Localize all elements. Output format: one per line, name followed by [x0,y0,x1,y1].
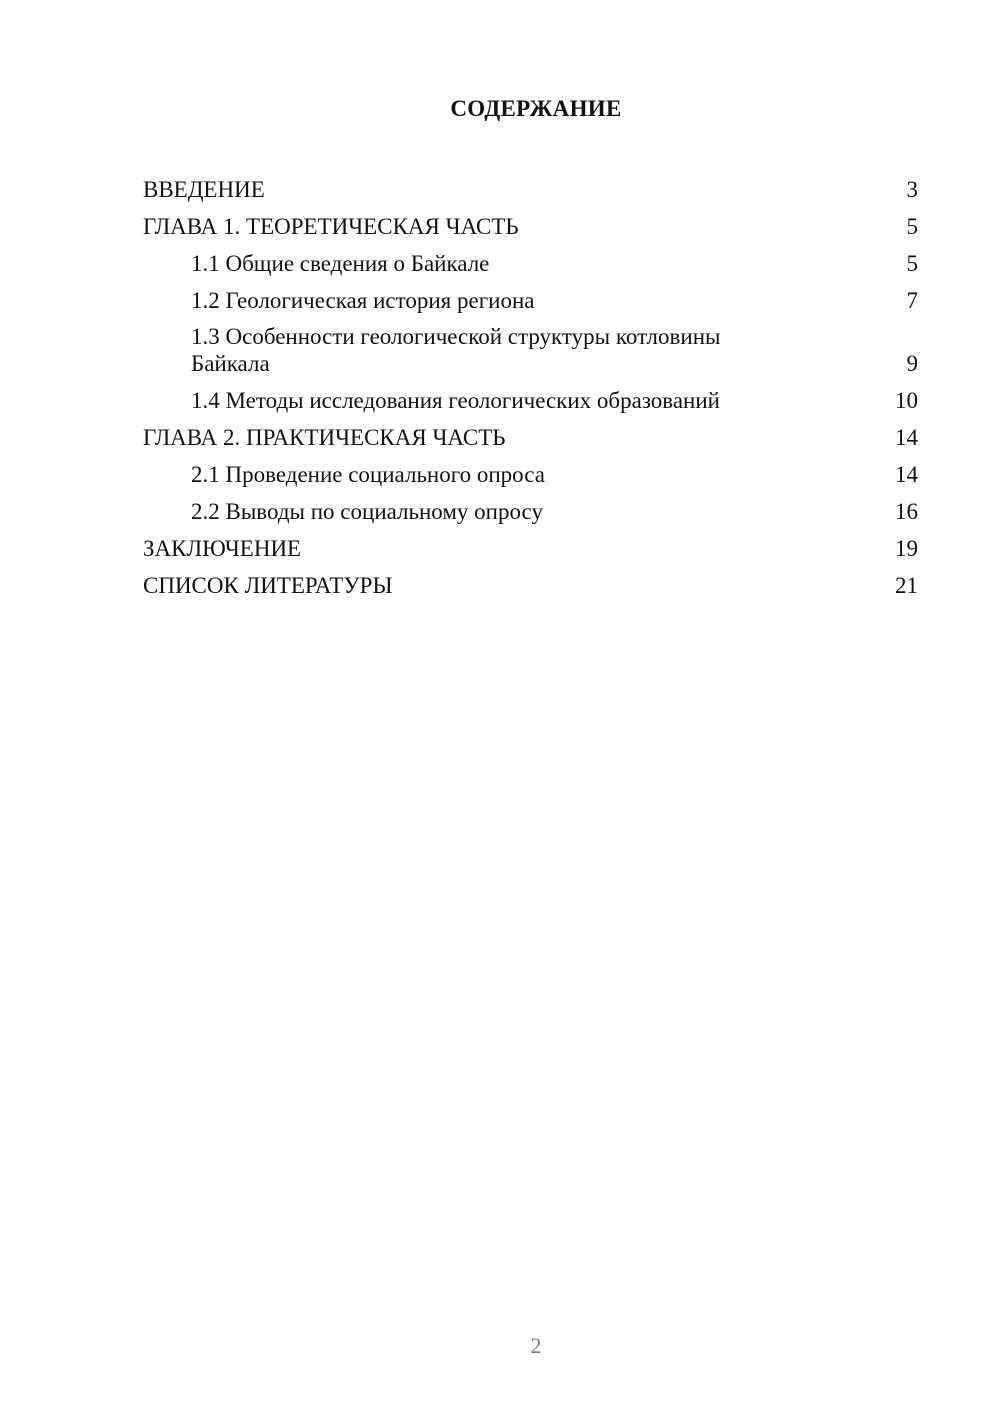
toc-entry-section-1-4[interactable] [143,379,918,416]
toc-entry-chapter-1[interactable] [143,205,918,242]
toc-title: СОДЕРЖАНИЕ [450,96,622,121]
toc-entry-section-1-2[interactable] [143,279,918,316]
toc-entry-page-number: 7 [906,288,918,313]
toc-entry-text: 2.2 Выводы по социальному опросу [191,499,543,524]
toc-entry-text: 1.1 Общие сведения о Байкале [191,251,490,276]
toc-entry-page-number: 16 [895,499,918,524]
toc-entry-text: СПИСОК ЛИТЕРАТУРЫ [143,573,393,598]
toc-entry-text: 1.3 Особенности геологической структуры котловины Байкала [191,324,721,376]
toc-entry-section-1-1[interactable] [143,242,918,279]
toc-entry-chapter-2[interactable] [143,416,918,453]
toc-entry-section-1-3[interactable] [143,316,918,379]
toc-entry-text: ГЛАВА 1. ТЕОРЕТИЧЕСКАЯ ЧАСТЬ [143,214,519,239]
toc-entry-page-number: 5 [906,214,918,239]
toc-entry-page-number: 14 [895,462,918,487]
table-of-contents [143,168,918,601]
toc-entry-section-2-1[interactable] [143,453,918,490]
toc-entry-conclusion[interactable] [143,527,918,564]
toc-entry-text: 2.1 Проведение социального опроса [191,462,545,487]
toc-entry-introduction[interactable] [143,168,918,205]
toc-entry-text: ЗАКЛЮЧЕНИЕ [143,536,302,561]
toc-entry-text: ВВЕДЕНИЕ [143,177,265,202]
toc-entry-page-number: 21 [895,573,918,598]
toc-entry-text: 1.2 Геологическая история региона [191,288,535,313]
toc-entry-section-2-2[interactable] [143,490,918,527]
toc-entry-text: 1.4 Методы исследования геологических образований [191,388,720,413]
toc-entry-page-number: 14 [895,425,918,450]
toc-entry-page-number: 10 [895,388,918,413]
toc-entry-page-number: 5 [906,251,918,276]
toc-entry-page-number: 9 [906,351,918,376]
toc-entry-page-number: 19 [895,536,918,561]
page-number: 2 [530,1333,542,1358]
toc-entry-text: ГЛАВА 2. ПРАКТИЧЕСКАЯ ЧАСТЬ [143,425,506,450]
toc-entry-references[interactable] [143,564,918,601]
toc-entry-page-number: 3 [906,177,918,202]
